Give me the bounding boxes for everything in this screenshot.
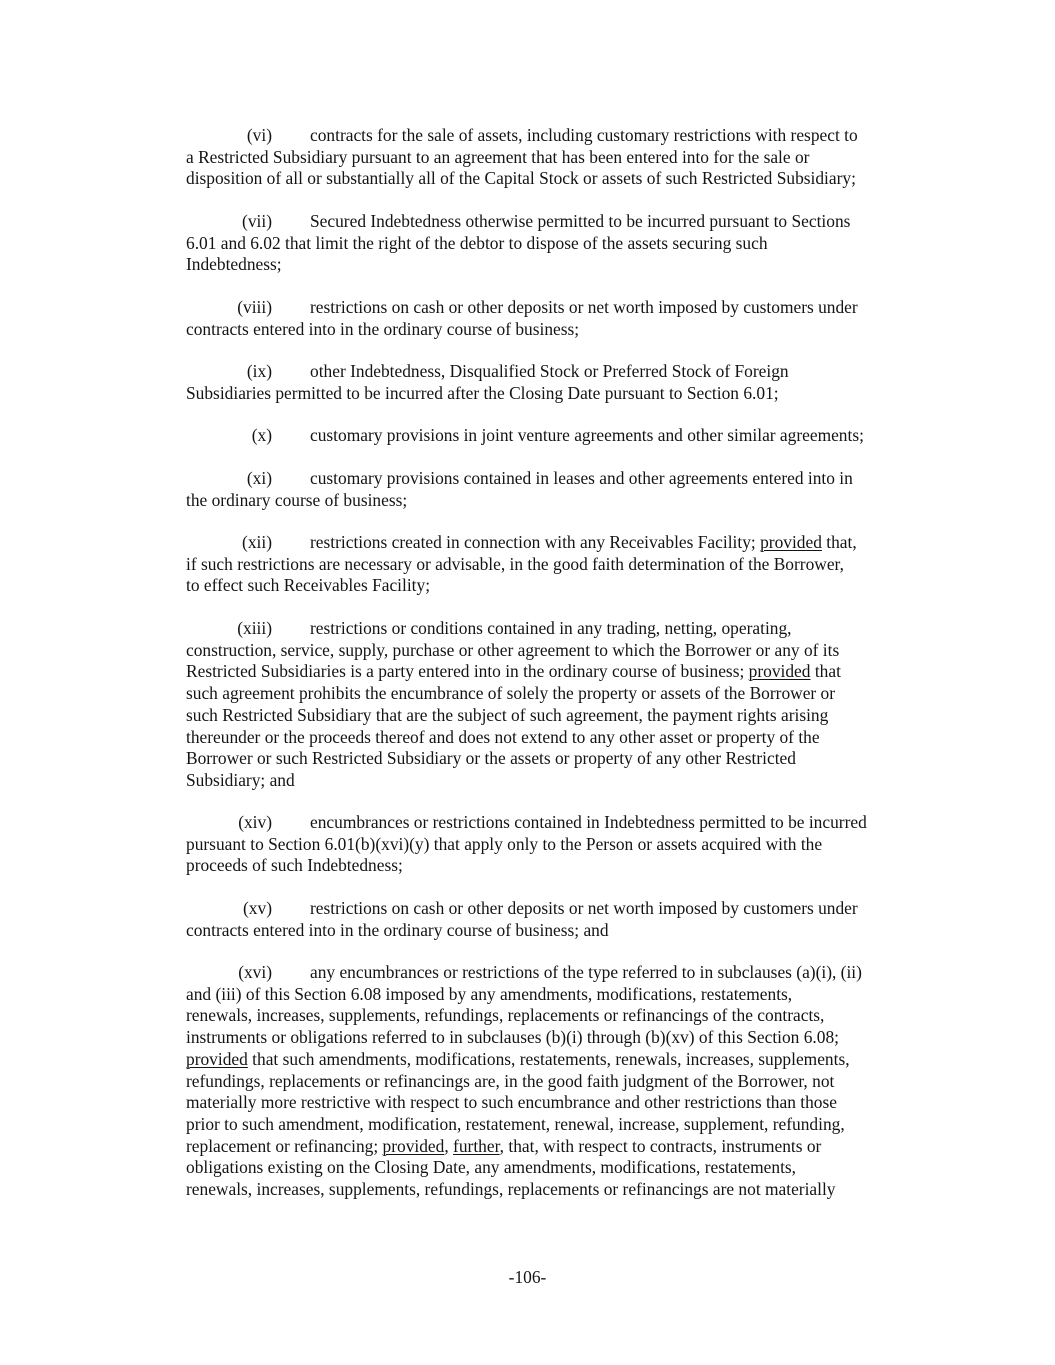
- clause-text: replacement or refinancing;: [186, 1135, 383, 1156]
- clause-line: [186, 532, 931, 554]
- clause-number: (xv): [243, 898, 272, 918]
- clause-line: pursuant to Section 6.01(b)(xvi)(y) that apply only to the Person or assets acquired with the: [186, 833, 823, 854]
- clause-line: renewals, increases, supplements, refundings, replacements or refinancings of the contracts,: [186, 1005, 825, 1026]
- provided-term: provided: [382, 1135, 445, 1156]
- clause-number: (xiii): [237, 618, 272, 638]
- clause-line: [186, 211, 931, 233]
- clause-x: [186, 425, 931, 447]
- clause-line: contracts entered into in the ordinary course of business; and: [186, 919, 609, 940]
- clause-line: 6.01 and 6.02 that limit the right of the debtor to dispose of the assets securing such: [186, 232, 768, 253]
- clause-text: any encumbrances or restrictions of the type referred to in subclauses (a)(i), (ii): [310, 962, 862, 982]
- clause-line: [186, 125, 931, 147]
- clause-number: (xiv): [238, 812, 272, 832]
- clause-number: (ix): [246, 361, 272, 381]
- clause-xiv: [186, 812, 931, 877]
- clause-line: such agreement prohibits the encumbrance of solely the property or assets of the Borrower or: [186, 683, 836, 704]
- clause-line: materially more restrictive with respect to such encumbrance and other restrictions than those: [186, 1092, 837, 1113]
- clause-line: [186, 468, 931, 490]
- clause-text: encumbrances or restrictions contained in Indebtedness permitted to be incurred: [310, 812, 867, 832]
- clause-text: customary provisions contained in leases and other agreements entered into in: [310, 468, 853, 488]
- clause-text: restrictions or conditions contained in any trading, netting, operating,: [310, 618, 792, 638]
- clause-line: refundings, replacements or refinancings are, in the good faith judgment of the Borrower, not: [186, 1070, 835, 1091]
- clause-line: [186, 1049, 931, 1071]
- clause-number: (vi): [246, 125, 272, 145]
- clause-line: construction, service, supply, purchase or other agreement to which the Borrower or any of its: [186, 639, 840, 660]
- clause-line: contracts entered into in the ordinary course of business;: [186, 318, 580, 339]
- clause-xii: [186, 532, 931, 597]
- clause-line: renewals, increases, supplements, refundings, replacements or refinancings are not materially: [186, 1179, 836, 1200]
- clause-line: instruments or obligations referred to in subclauses (b)(i) through (b)(xv) of this Section 6.08;: [186, 1027, 839, 1048]
- clause-number: (viii): [237, 297, 272, 317]
- clause-text: Secured Indebtedness otherwise permitted to be incurred pursuant to Sections: [310, 211, 851, 231]
- clause-line: a Restricted Subsidiary pursuant to an agreement that has been entered into for the sale or: [186, 146, 810, 167]
- clause-ix: [186, 361, 931, 404]
- clause-xvi: [186, 962, 931, 1201]
- clause-line: [186, 425, 931, 447]
- clause-text: ,: [444, 1135, 454, 1156]
- clause-line: and (iii) of this Section 6.08 imposed by any amendments, modifications, restatements,: [186, 983, 793, 1004]
- clause-line: disposition of all or substantially all of the Capital Stock or assets of such Restricted Subsidiary;: [186, 168, 856, 189]
- provided-term: provided: [748, 661, 811, 682]
- clause-line: [186, 812, 931, 834]
- clause-text: , that, with respect to contracts, instruments or: [499, 1135, 822, 1156]
- clause-text: restrictions on cash or other deposits or net worth imposed by customers under: [310, 297, 858, 317]
- clause-number: (xvi): [238, 962, 272, 982]
- clause-text: that,: [821, 532, 857, 552]
- clause-line: [186, 297, 931, 319]
- clause-xv: [186, 898, 931, 941]
- clause-line: [186, 1136, 931, 1158]
- clause-line: [186, 618, 931, 640]
- clause-number: (x): [251, 425, 272, 445]
- clause-line: [186, 361, 931, 383]
- clause-line: Indebtedness;: [186, 254, 282, 275]
- clause-number: (xi): [246, 468, 272, 488]
- provided-term: provided: [760, 532, 822, 552]
- clause-line: Subsidiaries permitted to be incurred after the Closing Date pursuant to Section 6.01;: [186, 382, 779, 403]
- clause-text: that such amendments, modifications, restatements, renewals, increases, supplements,: [247, 1048, 850, 1069]
- clause-line: Subsidiary; and: [186, 769, 295, 790]
- clause-number: (vii): [242, 211, 272, 231]
- clause-line: if such restrictions are necessary or advisable, in the good faith determination of the Borrower,: [186, 553, 844, 574]
- clause-text: customary provisions in joint venture agreements and other similar agreements;: [310, 425, 864, 445]
- clause-xiii: [186, 618, 931, 792]
- clause-line: [186, 661, 931, 683]
- clause-line: obligations existing on the Closing Date, any amendments, modifications, restatements,: [186, 1157, 797, 1178]
- clause-number: (xii): [242, 532, 272, 552]
- clause-line: thereunder or the proceeds thereof and does not extend to any other asset or property of the: [186, 726, 820, 747]
- clause-line: to effect such Receivables Facility;: [186, 575, 431, 596]
- clause-line: [186, 898, 931, 920]
- clause-text: restrictions on cash or other deposits or net worth imposed by customers under: [310, 898, 858, 918]
- clause-text: restrictions created in connection with any Receivables Facility;: [310, 532, 761, 552]
- clause-text: other Indebtedness, Disqualified Stock or Preferred Stock of Foreign: [310, 361, 789, 381]
- clause-line: proceeds of such Indebtedness;: [186, 855, 403, 876]
- clause-vii: [186, 211, 931, 276]
- clause-text: contracts for the sale of assets, including customary restrictions with respect to: [310, 125, 858, 145]
- clause-viii: [186, 297, 931, 340]
- page-number: -106-: [508, 1267, 547, 1287]
- clause-text: that: [810, 661, 841, 682]
- clause-line: [186, 962, 931, 984]
- provided-term: provided: [186, 1048, 248, 1069]
- clause-line: prior to such amendment, modification, restatement, renewal, increase, supplement, refunding,: [186, 1113, 845, 1134]
- clause-line: Borrower or such Restricted Subsidiary or the assets or property of any other Restricted: [186, 748, 796, 769]
- clause-vi: [186, 125, 931, 190]
- clause-line: such Restricted Subsidiary that are the subject of such agreement, the payment rights arising: [186, 704, 829, 725]
- clause-text: Restricted Subsidiaries is a party entered into in the ordinary course of business;: [186, 661, 749, 682]
- clause-line: the ordinary course of business;: [186, 489, 408, 510]
- clause-xi: [186, 468, 931, 511]
- further-term: further: [453, 1135, 500, 1156]
